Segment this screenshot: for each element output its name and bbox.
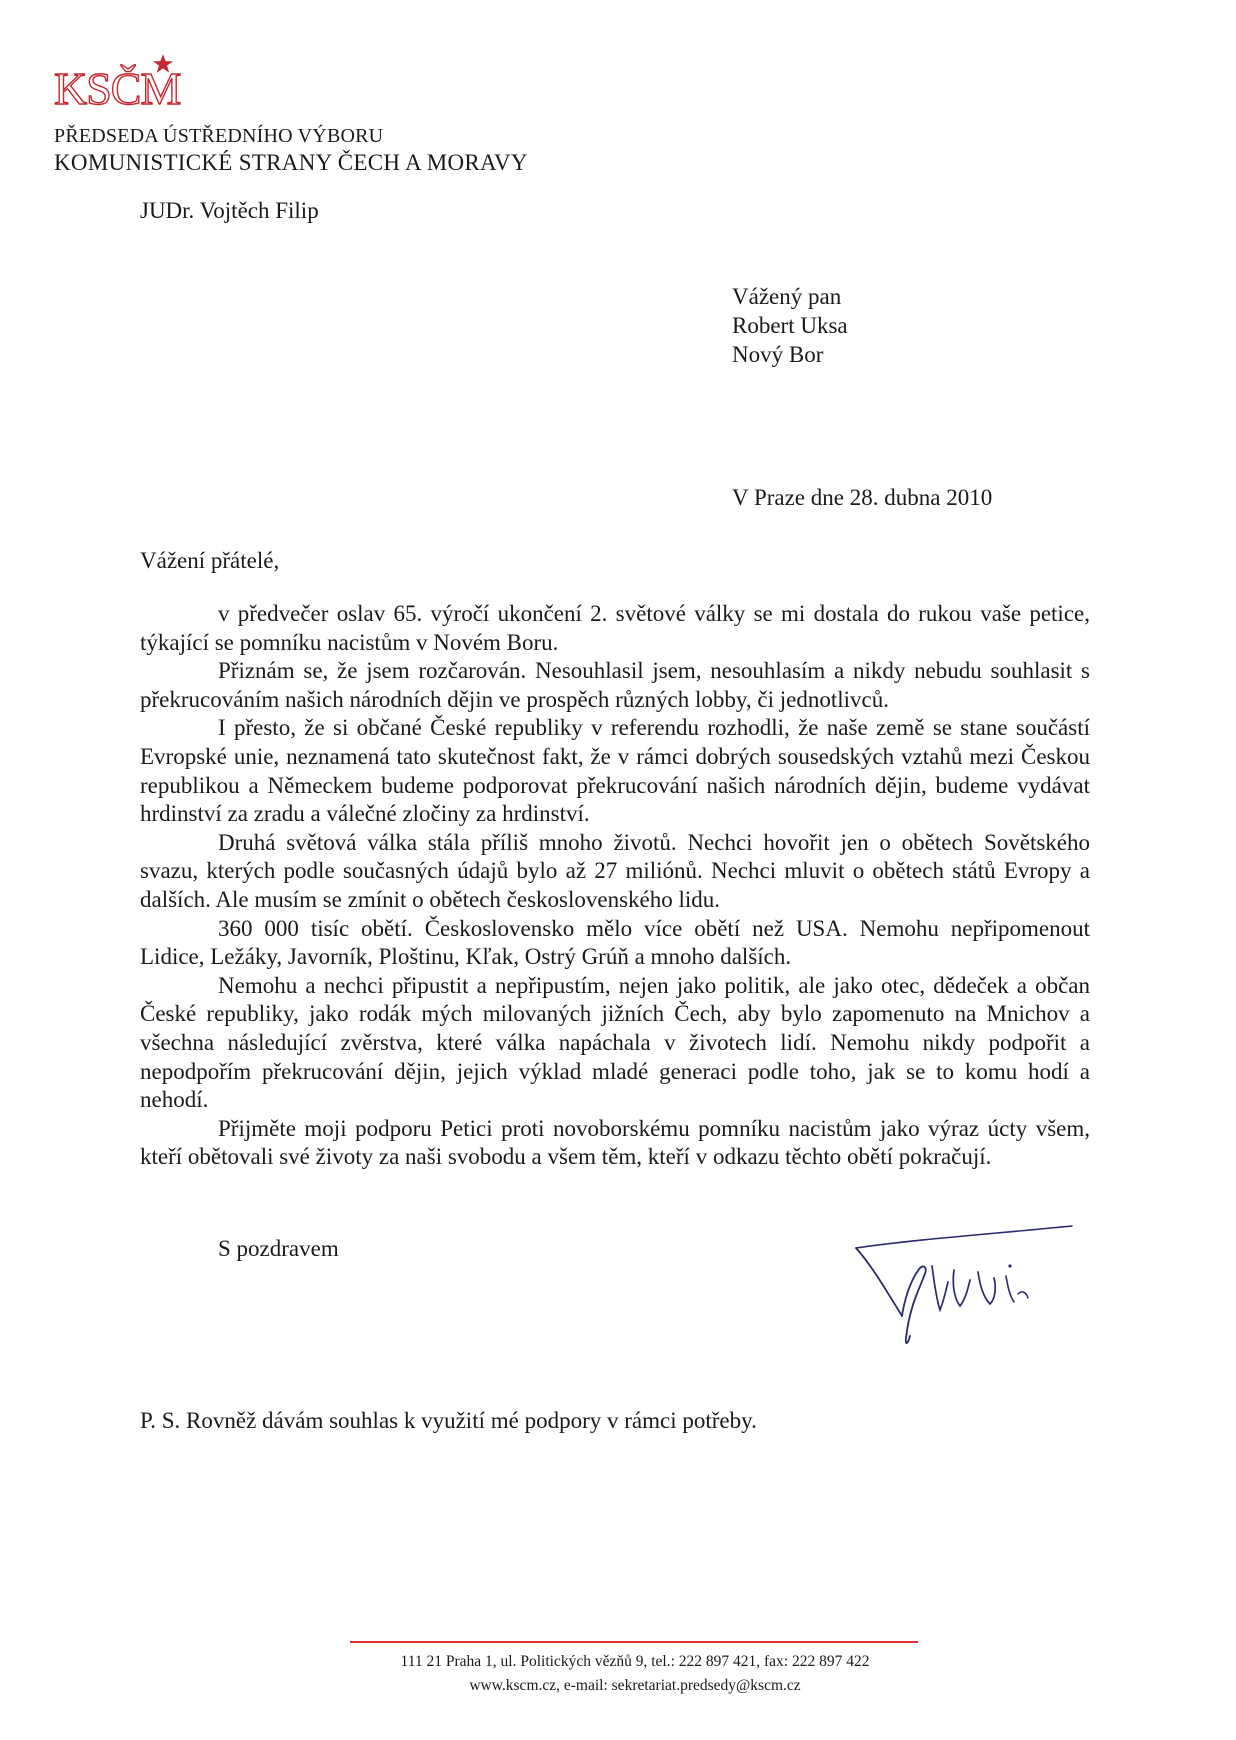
recipient-address [732, 282, 848, 369]
sender-name: JUDr. Vojtěch Filip [140, 198, 319, 223]
paragraph: Přijměte moji podporu Petici proti novoborskému pomníku nacistům jako výraz úcty všem, kteří obětovali své životy za naši svobodu a všem těm, kteří v odkazu těchto obětí pokračují. [140, 1115, 1090, 1170]
recipient-line1: Vážený pan [732, 284, 842, 309]
paragraph: 360 000 tisíc obětí. Československo mělo více obětí než USA. Nemohu nepřipomenout Lidice, Ležáky, Javorník, Ploštinu, Kľak, Ostrý Grúň a mnoho dalších. [140, 915, 1090, 970]
paragraph: v předvečer oslav 65. výročí ukončení 2. světové války se mi dostala do rukou vaše petice, týkající se pomníku nacistům v Novém Boru. [140, 601, 1090, 655]
paragraph: Nemohu a nechci připustit a nepřipustím, nejen jako politik, ale jako otec, dědeček a občan České republiky, jako rodák mých milovaných jižních Čech, aby bylo zapomenuto na Mnichov a všechna následující zvěrstva, které válka napáchala v životech lidí. Nemohu nikdy podpořit a nepodpořím překrucování dějin, jejich výklad mladé generaci podle toho, jak se to komu hodí a nehodí. [140, 972, 1090, 1113]
letter-body [140, 600, 1090, 1172]
recipient-line2: Robert Uksa [732, 313, 848, 338]
salutation: Vážení přátelé, [140, 548, 280, 573]
postscript: P. S. Rovněž dávám souhlas k využití mé podpory v rámci potřeby. [140, 1408, 757, 1433]
paragraph: Druhá světová válka stála příliš mnoho životů. Nechci hovořit jen o obětech Sovětského svazu, kterých podle současných údajů bylo až 27 miliónů. Nechci mluvit o obětech států Evropy a dalších. Ale musím se zmínit o obětech československého lidu. [140, 829, 1090, 912]
footer-contact: www.kscm.cz, e-mail: sekretariat.predsedy@kscm.cz [469, 1677, 801, 1694]
header-title-line1: PŘEDSEDA ÚSTŘEDNÍHO VÝBORU [54, 125, 384, 147]
paragraph: I přesto, že si občané České republiky v referendu rozhodli, že naše země se stane součástí Evropské unie, neznamená tato skutečnost fakt, že v rámci dobrých sousedských vztahů mezi Českou republikou a Německem budeme podporovat překrucování našich národních dějin, budeme vydávat hrdinství za zradu a válečné zločiny za hrdinství. [140, 715, 1090, 827]
footer-address: 111 21 Praha 1, ul. Politických vězňů 9, tel.: 222 897 421, fax: 222 897 422 [400, 1653, 870, 1670]
logo-text: KSČM [54, 63, 181, 112]
paragraph: Přiznám se, že jsem rozčarován. Nesouhlasil jsem, nesouhlasím a nikdy nebudu souhlasit s překrucováním našich národních dějin ve prospěch různých lobby, či jednotlivců. [140, 658, 1090, 712]
kscm-logo [52, 50, 202, 112]
closing: S pozdravem [218, 1236, 339, 1261]
letter-date: V Praze dne 28. dubna 2010 [732, 485, 993, 510]
header-title-line2: KOMUNISTICKÉ STRANY ČECH A MORAVY [54, 150, 528, 175]
footer-divider [350, 1641, 918, 1643]
recipient-line3: Nový Bor [732, 342, 824, 367]
handwritten-signature [850, 1218, 1090, 1368]
